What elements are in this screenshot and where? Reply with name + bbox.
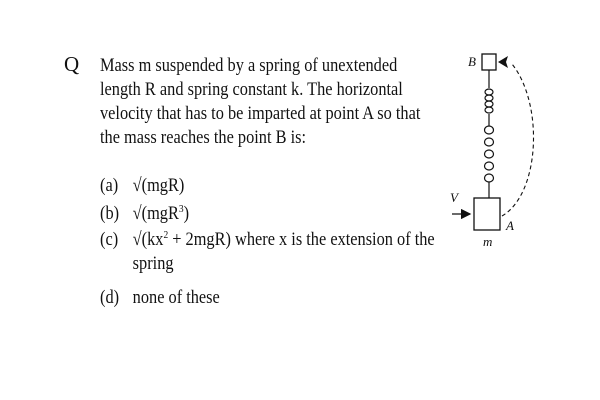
answer-options (100, 174, 435, 310)
stem-line: length R and spring constant k. The horizontal (100, 79, 403, 100)
option-text: none of these (132, 287, 220, 308)
option-text-tail: + 2mgR) where x is the extension of the (168, 229, 435, 250)
option-label: (b) (100, 203, 120, 224)
spring-coils (485, 89, 494, 182)
question-marker: Q (64, 52, 80, 76)
stem-line: velocity that has to be imparted at point A so that (100, 103, 421, 124)
option-d[interactable] (100, 286, 435, 310)
option-label: (d) (100, 287, 120, 308)
option-text: √(mgR) (132, 175, 185, 196)
arrow-at-b-icon (498, 56, 508, 68)
trajectory-path (502, 64, 534, 216)
option-superscript: 3 (178, 203, 184, 215)
option-text-main: √(mgR (132, 203, 179, 224)
mass-box (474, 198, 500, 230)
option-label: (a) (100, 175, 119, 196)
stem-line: Mass m suspended by a spring of unextended (100, 55, 398, 76)
option-c[interactable] (100, 228, 435, 276)
spring-mass-figure (440, 44, 560, 274)
label-a: A (506, 218, 514, 233)
option-continuation: spring (132, 253, 174, 274)
stem-line: the mass reaches the point B is: (100, 127, 307, 148)
label-b: B (468, 54, 476, 69)
option-b[interactable] (100, 202, 435, 226)
option-text-tail: ) (183, 203, 190, 224)
option-superscript: 2 (163, 229, 169, 241)
option-text-main: √(kx (132, 229, 164, 250)
option-a[interactable] (100, 174, 435, 198)
label-m: m (483, 234, 493, 249)
label-v: V (450, 190, 458, 205)
option-label: (c) (100, 229, 119, 250)
point-b-box (482, 54, 496, 70)
question-stem (100, 54, 421, 150)
